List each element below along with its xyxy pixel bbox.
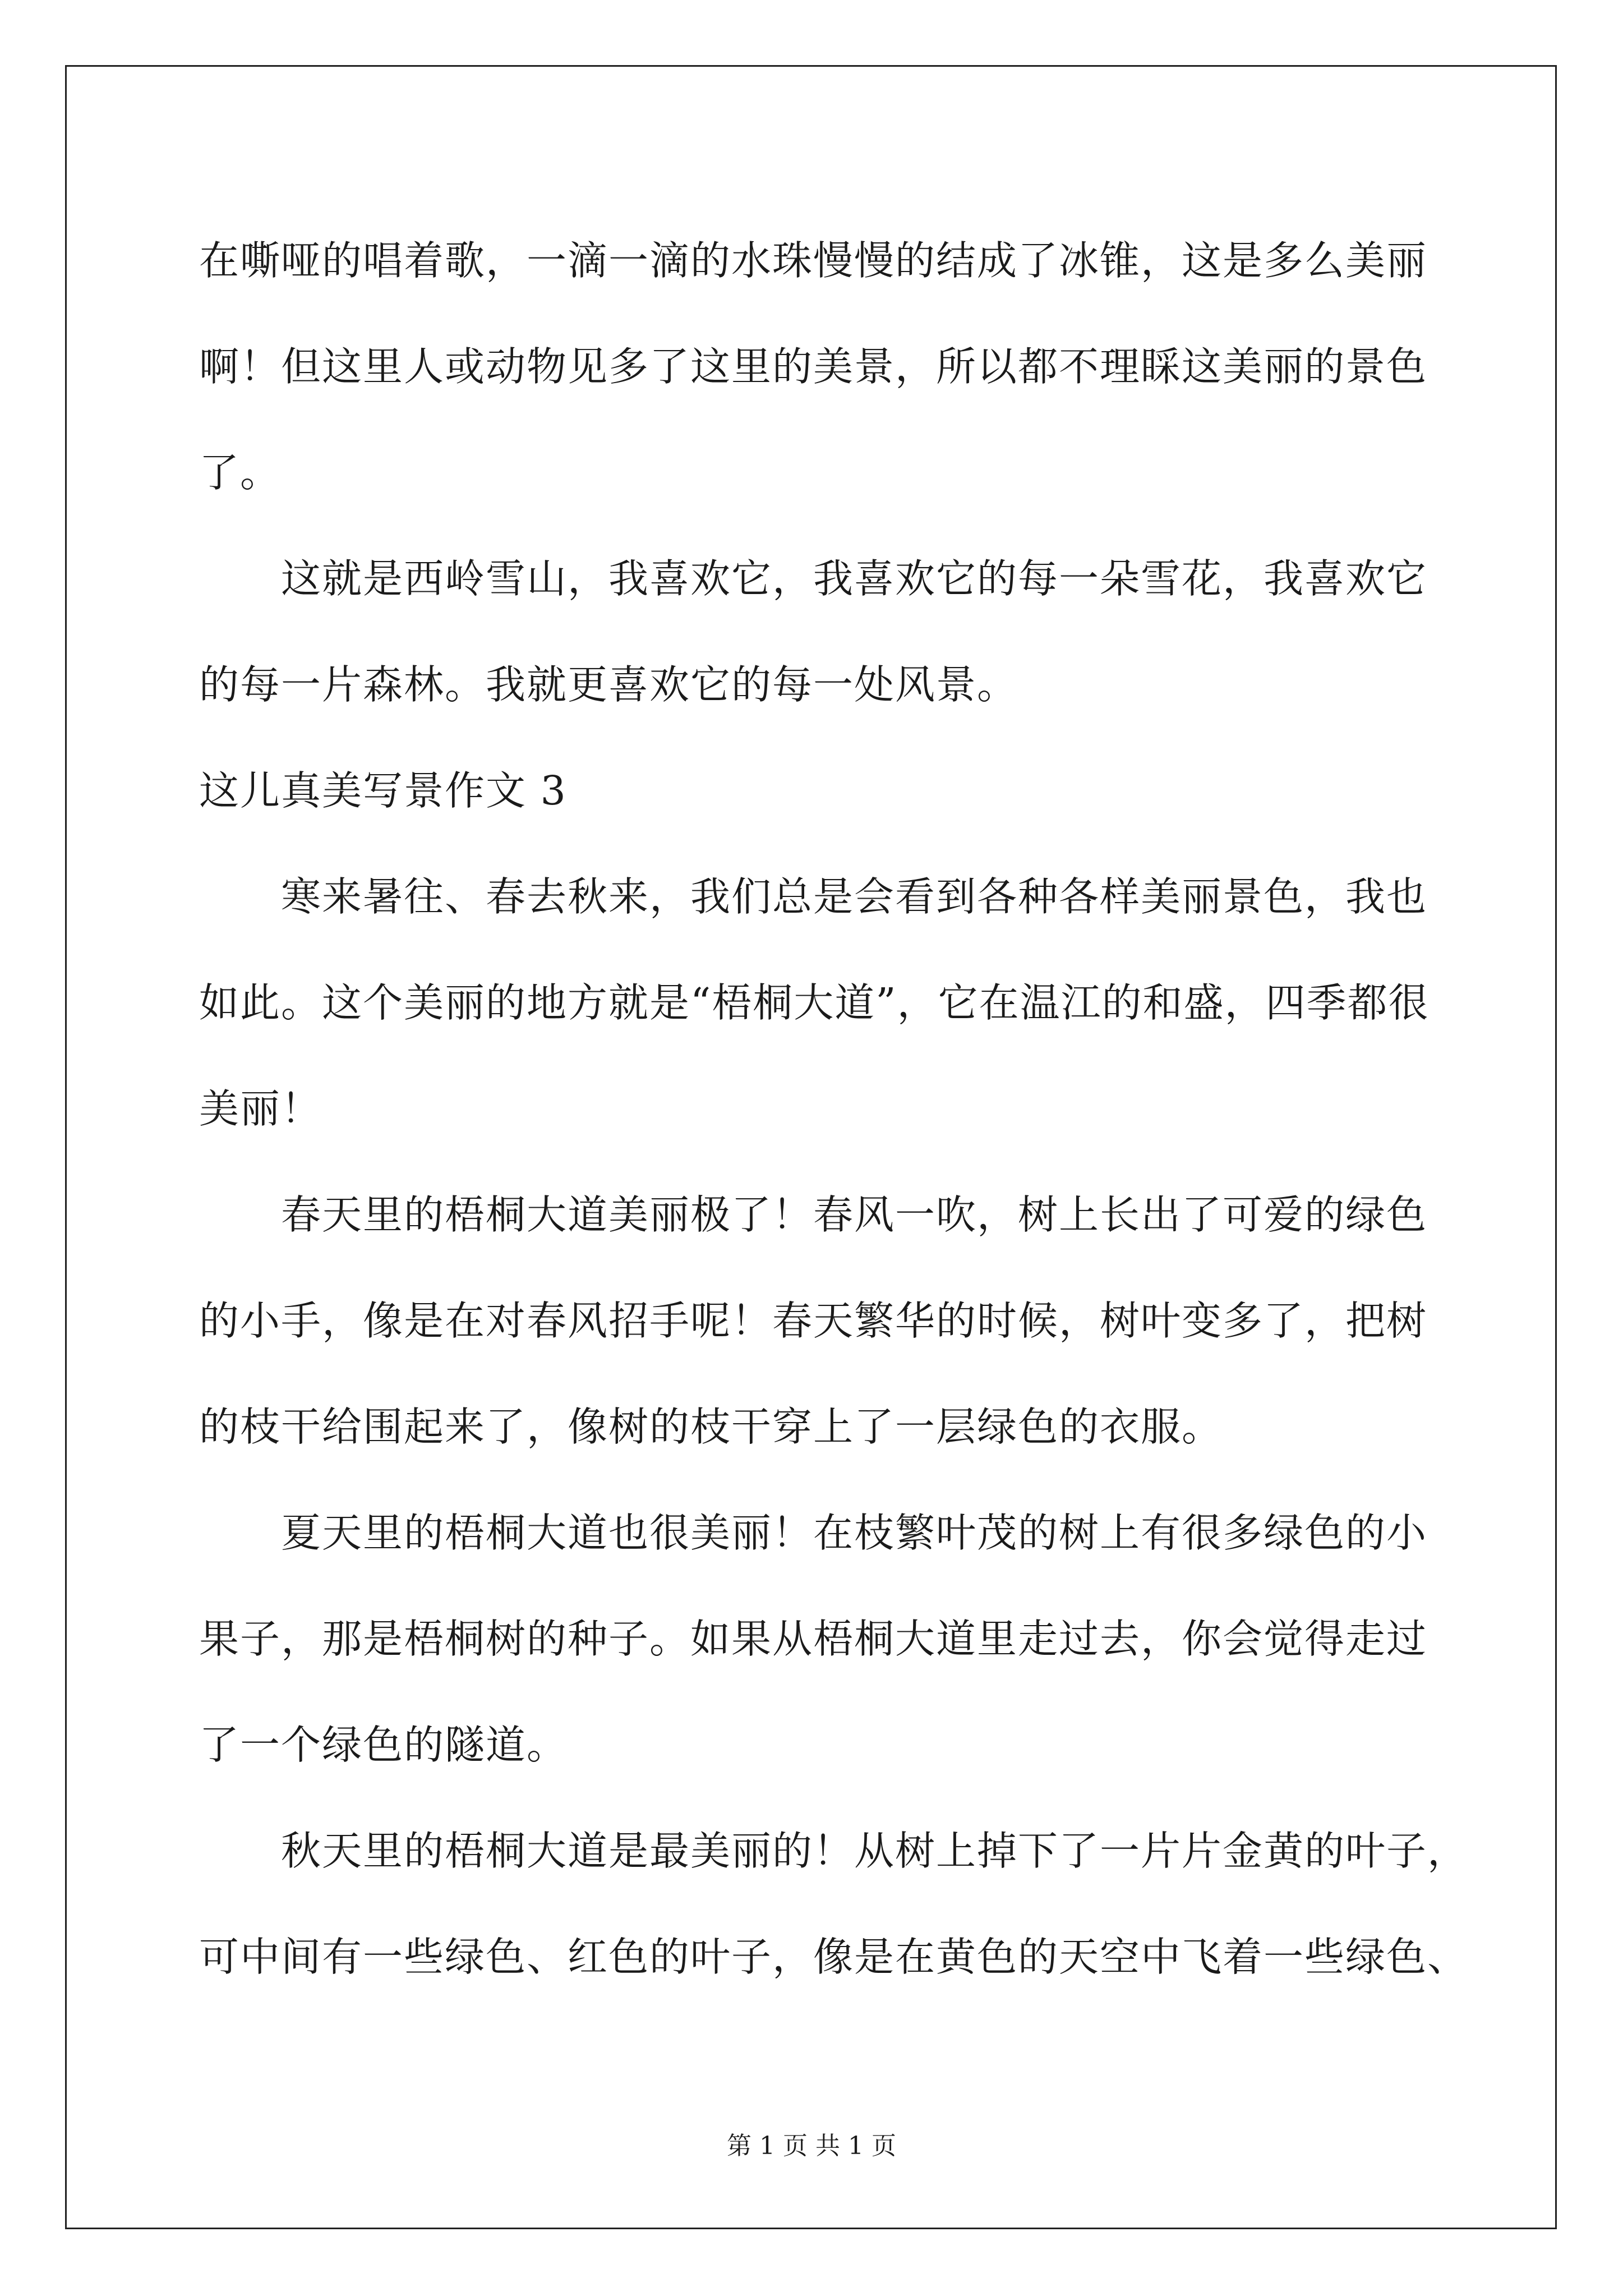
paragraph-start: 秋天里的梧桐大道是最美丽的！从树上掉下了一片片金黄的叶子， bbox=[281, 1828, 1469, 1874]
page-number-footer: 第 1 页 共 1 页 bbox=[727, 2132, 896, 2160]
text-line: 啊！但这里人或动物见多了这里的美景，所以都不理睬这美丽的景色 bbox=[199, 343, 1428, 390]
paragraph-start: 这就是西岭雪山，我喜欢它，我喜欢它的每一朵雪花，我喜欢它 bbox=[281, 555, 1428, 602]
paragraph-start: 春天里的梧桐大道美丽极了！春风一吹，树上长出了可爱的绿色 bbox=[281, 1191, 1428, 1238]
text-line: 了一个绿色的隧道。 bbox=[199, 1722, 568, 1768]
text-line: 的小手，像是在对春风招手呢！春天繁华的时候，树叶变多了，把树 bbox=[199, 1297, 1428, 1344]
document-body bbox=[199, 208, 1469, 2010]
text-line: 果子，那是梧桐树的种子。如果从梧桐大道里走过去，你会觉得走过 bbox=[199, 1616, 1428, 1662]
text-line: 在嘶哑的唱着歌，一滴一滴的水珠慢慢的结成了冰锥，这是多么美丽 bbox=[199, 237, 1428, 284]
section-heading: 这儿真美写景作文 3 bbox=[199, 767, 567, 814]
paragraph-start: 寒来暑往、春去秋来，我们总是会看到各种各样美丽景色，我也 bbox=[281, 873, 1428, 920]
text-line: 如此。这个美丽的地方就是“梧桐大道”，它在温江的和盛，四季都很 bbox=[199, 979, 1430, 1026]
text-line: 的枝干给围起来了，像树的枝干穿上了一层绿色的衣服。 bbox=[199, 1404, 1223, 1450]
paragraph-start: 夏天里的梧桐大道也很美丽！在枝繁叶茂的树上有很多绿色的小 bbox=[281, 1510, 1428, 1556]
text-line: 美丽！ bbox=[199, 1085, 322, 1132]
text-line: 了。 bbox=[199, 449, 282, 496]
text-line: 可中间有一些绿色、红色的叶子，像是在黄色的天空中飞着一些绿色、 bbox=[199, 1934, 1469, 1980]
text-line: 的每一片森林。我就更喜欢它的每一处风景。 bbox=[199, 661, 1018, 708]
